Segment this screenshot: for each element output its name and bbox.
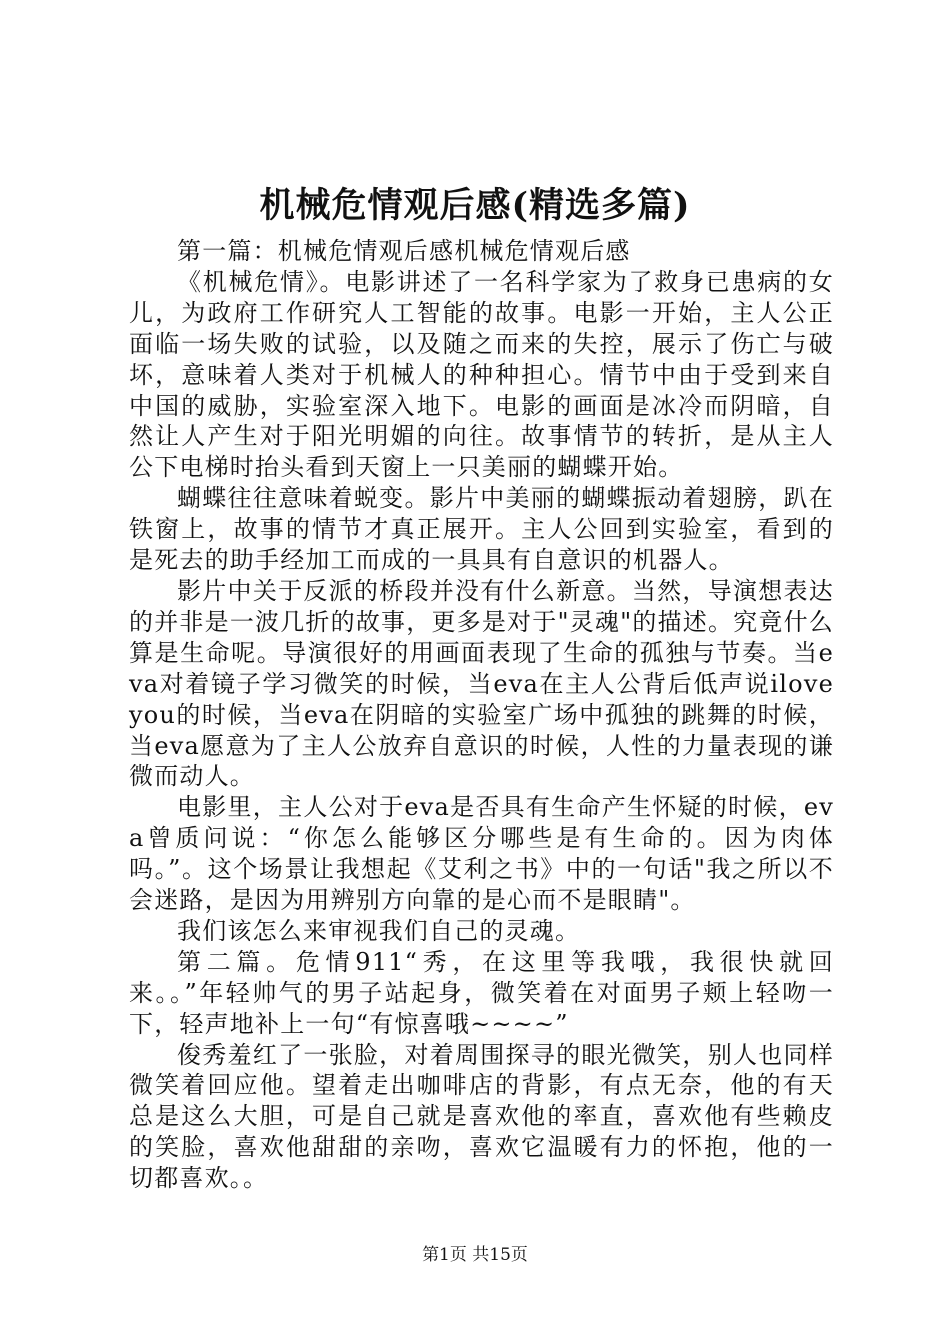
paragraph: 《机械危情》。电影讲述了一名科学家为了救身已患病的女儿，为政府工作研究人工智能的故事。电影一开始，主人公正面临一场失败的试验，以及随之而来的失控，展示了伤亡与破坏，意味着人类对于机械人的种种担心。情节中由于受到来自中国的威胁，实验室深入地下。电影的画面是冰冷而阴暗，自然让人产生对于阳光明媚的向往。故事情节的转折，是从主人公下电梯时抬头看到天窗上一只美丽的蝴蝶开始。 <box>129 267 834 482</box>
paragraph: 俊秀羞红了一张脸，对着周围探寻的眼光微笑，别人也同样微笑着回应他。望着走出咖啡店的背影，有点无奈，他的有天总是这么大胆，可是自己就是喜欢他的率直，喜欢他有些赖皮的笑脸，喜欢他甜甜的亲吻，喜欢它温暖有力的怀抱，他的一切都喜欢。。 <box>129 1040 834 1193</box>
paragraph-section-heading: 第一篇：机械危情观后感机械危情观后感 <box>177 237 631 265</box>
paragraph: 影片中关于反派的桥段并没有什么新意。当然，导演想表达的并非是一波几折的故事，更多是对于"灵魂"的描述。究竟什么算是生命呢。导演很好的用画面表现了生命的孤独与节奏。当eva对着镜子学习微笑的时候，当eva在主人公背后低声说iloveyou的时候，当eva在阴暗的实验室广场中孤独的跳舞的时候，当eva愿意为了主人公放弃自意识的时候，人性的力量表现的谦微而动人。 <box>129 576 834 791</box>
document-body <box>129 236 834 1194</box>
paragraph-section-heading: 第二篇。危情911“秀，在这里等我哦，我很快就回来。。”年轻帅气的男子站起身，微笑着在对面男子颊上轻吻一下，轻声地补上一句“有惊喜哦~~~~” <box>129 947 834 1038</box>
paragraph: 蝴蝶往往意味着蜕变。影片中美丽的蝴蝶振动着翅膀，趴在铁窗上，故事的情节才真正展开。主人公回到实验室，看到的是死去的助手经加工而成的一具具有自意识的机器人。 <box>129 484 834 575</box>
paragraph: 电影里，主人公对于eva是否具有生命产生怀疑的时候，eva曾质问说：“你怎么能够区分哪些是有生命的。因为肉体吗。”。这个场景让我想起《艾利之书》中的一句话"我之所以不会迷路，是因为用辨别方向靠的是心而不是眼睛"。 <box>129 793 834 915</box>
paragraph: 我们该怎么来审视我们自己的灵魂。 <box>177 916 581 945</box>
document-title: 机械危情观后感(精选多篇) <box>259 185 691 226</box>
page-number-footer: 第1页 共15页 <box>422 1245 528 1265</box>
